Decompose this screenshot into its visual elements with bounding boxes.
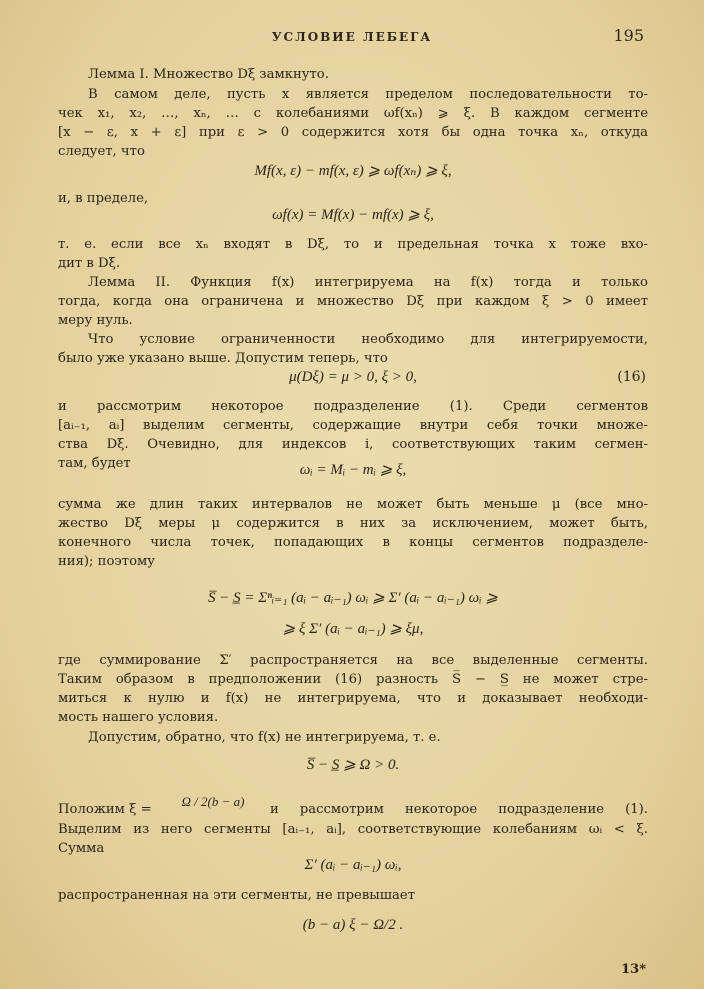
text-line: т. е. если все xₙ входят в Dξ, то и предельная точка x тоже вхо- [58,237,648,252]
text-line: В самом деле, пусть x является пределом последовательности то- [88,87,648,102]
lemma-1-heading: Лемма I. Множество Dξ замкнуто. [88,67,329,82]
formula-xi-fraction: Ω / 2(b − a) [181,794,245,809]
text-line: ства Dξ. Очевидно, для индексов i, соответствующих таким сегмен- [58,437,648,452]
text-line: и рассмотрим некоторое подразделение (1). Среди сегментов [58,399,648,414]
text-line: было уже указано выше. Допустим теперь, что [58,351,388,366]
text-line: Положим ξ = [58,802,152,817]
formula-measure-positive: μ(Dξ) = μ > 0, ξ > 0, [289,369,417,385]
formula-bound-expression: (b − a) ξ − Ω/2 . [302,917,404,933]
text-line: дит в Dξ. [58,256,121,271]
text-line: и, в пределе, [58,191,149,206]
text-line: [x − ε, x + ε] при ε > 0 содержится хотя бы одна точка xₙ, откуда [58,125,648,140]
text-line: чек x₁, x₂, …, xₙ, … с колебаниями ωf(xₙ) ⩾ ξ. В каждом сегменте [58,106,648,121]
text-line: [aᵢ₋₁, aᵢ] выделим сегменты, содержащие внутри себя точки множе- [58,418,648,433]
text-line: сумма же длин таких интервалов не может быть меньше μ (все мно- [58,497,648,512]
formula-limit: ωf(x) = Mf(x) − mf(x) ⩾ ξ, [272,207,434,223]
formula-oscillation-inequality: Mf(x, ε) − mf(x, ε) ⩾ ωf(xₙ) ⩾ ξ, [254,163,452,179]
text-line: Сумма [58,841,105,856]
text-line: и рассмотрим некоторое подразделение (1). [270,802,648,817]
text-line: тогда, когда она ограничена и множество Dξ при каждом ξ > 0 имеет [58,294,648,309]
text-line: миться к нулю и f(x) не интегрируема, что и доказывает необходи- [58,691,648,706]
text-line: мость нашего условия. [58,710,219,725]
text-line: меру нуль. [58,313,133,328]
text-line: где суммирование Σ′ распространяется на все выделенные сегменты. [58,653,648,668]
lemma-2-heading: Лемма II. Функция f(x) интегрируема на f(x) тогда и только [88,275,648,290]
text-line: ния); поэтому [58,554,156,569]
formula-omega-i: ωᵢ = Mᵢ − mᵢ ⩾ ξ, [299,462,407,478]
text-line: Выделим из него сегменты [aᵢ₋₁, aᵢ], соответствующие колебаниям ωᵢ < ξ. [58,822,648,837]
formula-sum-bound: ⩾ ξ Σ′ (aᵢ − aᵢ₋₁) ⩾ ξμ, [282,621,424,637]
text-line: Таким образом в предположении (16) разность S̅ − S̲ не может стре- [58,672,648,687]
text-line: Допустим, обратно, что f(x) не интегрируема, т. е. [88,730,441,745]
text-line: там, будет [58,456,131,471]
running-head: УСЛОВИЕ ЛЕБЕГА [271,30,433,44]
text-line: следует, что [58,144,145,159]
text-line: конечного числа точек, попадающих в концы сегментов подразделе- [58,535,648,550]
text-line: Что условие ограниченности необходимо для интегрируемости, [88,332,648,347]
equation-number: (16) [617,369,646,385]
text-line: жество Dξ меры μ содержится в них за исключением, может быть, [58,516,648,531]
page-number: 195 [613,26,644,45]
text-line: распространенная на эти сегменты, не превышает [58,888,415,903]
formula-sum-difference: S̅ − S̲ = Σⁿᵢ₌₁ (aᵢ − aᵢ₋₁) ωᵢ ⩾ Σ′ (aᵢ − aᵢ₋₁) ωᵢ ⩾ [208,590,498,606]
signature-mark: 13* [621,962,646,977]
formula-nonintegrable: S̅ − S̲ ⩾ Ω > 0. [306,757,400,773]
formula-partial-sum: Σ′ (aᵢ − aᵢ₋₁) ωᵢ, [304,857,402,873]
